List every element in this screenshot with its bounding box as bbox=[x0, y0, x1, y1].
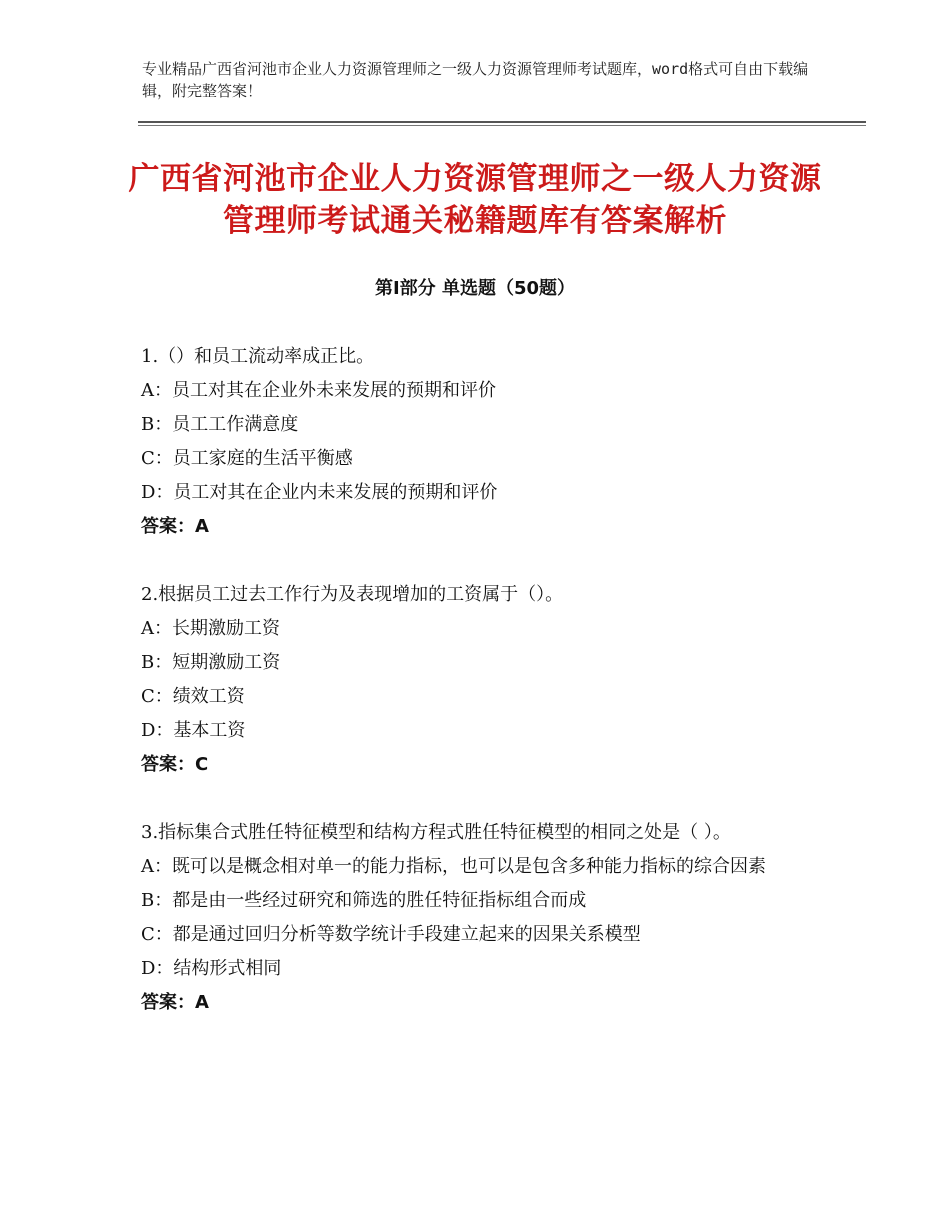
answer: 答案：C bbox=[141, 754, 209, 775]
option-a: A：长期激励工资 bbox=[141, 618, 280, 639]
answer: 答案：A bbox=[141, 992, 209, 1013]
header-divider-thin bbox=[138, 125, 866, 126]
option-d: D：结构形式相同 bbox=[141, 958, 282, 979]
option-d: D：基本工资 bbox=[141, 720, 246, 741]
question-2 bbox=[141, 578, 821, 782]
option-d: D：员工对其在企业内未来发展的预期和评价 bbox=[141, 482, 498, 503]
option-a: A：员工对其在企业外未来发展的预期和评价 bbox=[141, 380, 496, 401]
question-stem: 1.（）和员工流动率成正比。 bbox=[141, 346, 375, 367]
option-b: B：短期激励工资 bbox=[141, 652, 281, 673]
question-stem: 2.根据员工过去工作行为及表现增加的工资属于（）。 bbox=[141, 584, 564, 605]
question-1 bbox=[141, 340, 821, 544]
option-b: B：都是由一些经过研究和筛选的胜任特征指标组合而成 bbox=[141, 890, 587, 911]
question-stem: 3.指标集合式胜任特征模型和结构方程式胜任特征模型的相同之处是（ ）。 bbox=[141, 822, 731, 843]
option-c: C：绩效工资 bbox=[141, 686, 245, 707]
option-a: A：既可以是概念相对单一的能力指标，也可以是包含多种能力指标的综合因素 bbox=[141, 856, 766, 877]
option-c: C：员工家庭的生活平衡感 bbox=[141, 448, 353, 469]
header-divider-thick bbox=[138, 121, 866, 123]
option-b: B：员工工作满意度 bbox=[141, 414, 299, 435]
document-title: 广西省河池市企业人力资源管理师之一级人力资源管理师考试通关秘籍题库有答案解析 bbox=[128, 161, 822, 239]
question-list bbox=[141, 340, 821, 1054]
question-3 bbox=[141, 816, 821, 1020]
section-title: 第Ⅰ部分 单选题（50题） bbox=[374, 278, 575, 299]
option-c: C：都是通过回归分析等数学统计手段建立起来的因果关系模型 bbox=[141, 924, 641, 945]
answer: 答案：A bbox=[141, 516, 209, 537]
header-note: 专业精品广西省河池市企业人力资源管理师之一级人力资源管理师考试题库，word格式可自由下载编辑，附完整答案！ bbox=[142, 60, 809, 100]
